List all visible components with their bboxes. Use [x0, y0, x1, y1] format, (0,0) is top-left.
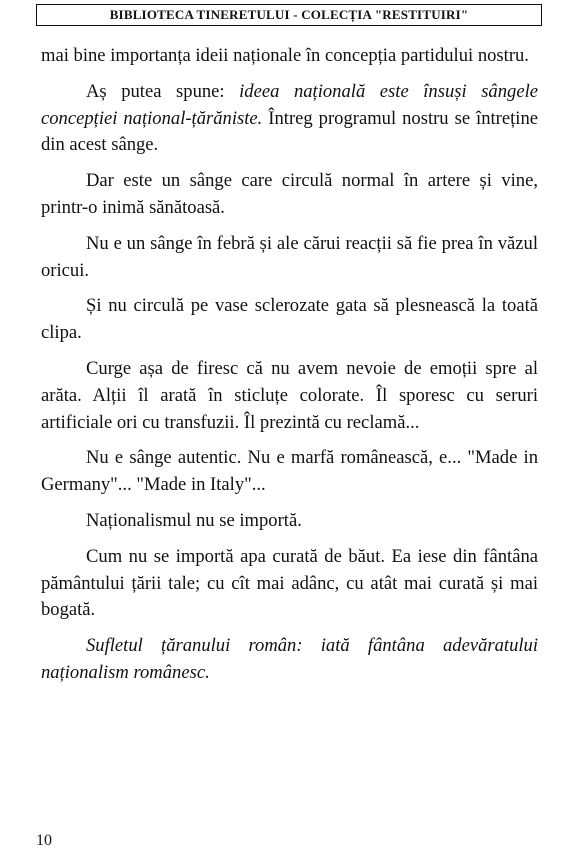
- paragraph: Și nu circulă pe vase sclerozate gata să plesnească la toată clipa.: [41, 295, 538, 344]
- running-header: [36, 4, 542, 26]
- italic-closing: Sufletul țăranului român: iată fântâna adevăratului naționalism românesc.: [41, 635, 538, 683]
- header-title: BIBLIOTECA TINERETULUI - COLECȚIA "RESTITUIRI": [109, 7, 469, 22]
- page-body: [41, 43, 538, 696]
- paragraph: Dar este un sânge care circulă normal în artere și vine, printr-o inimă sănătoasă.: [41, 170, 538, 218]
- paragraph: mai bine importanța ideii naționale în concepția partidului nostru.: [41, 45, 529, 66]
- paragraph: Nu e un sânge în febră și ale cărui reacții să fie prea în văzul oricui.: [41, 232, 538, 281]
- paragraph: Nu e sânge autentic. Nu e marfă românească, e... "Made in Germany"... "Made in Italy"...: [41, 447, 538, 496]
- page-number: 10: [36, 832, 52, 849]
- paragraph-text: Întreg programul nostru se întreține din acest sânge.: [41, 107, 539, 156]
- paragraph: [41, 633, 538, 687]
- paragraph-text: Aș putea spune:: [86, 80, 240, 102]
- paragraph: Naționalismul nu se importă.: [86, 509, 302, 531]
- paragraph: Cum nu se importă apa curată de băut. Ea iese din fântâna pământului țării tale; cu cît mai adânc, cu atât mai curată și mai bogată.: [41, 545, 538, 621]
- paragraph: [41, 79, 538, 159]
- paragraph: Curge așa de firesc că nu avem nevoie de emoții spre al arăta. Alții îl arată în sticluțe colorate. Îl sporesc cu seruri artificiale ori cu transfuzii. Îl prezintă cu reclamă...: [41, 357, 538, 433]
- italic-quote: ideea națională este însuși sângele concepției național-țărăniste.: [41, 80, 538, 129]
